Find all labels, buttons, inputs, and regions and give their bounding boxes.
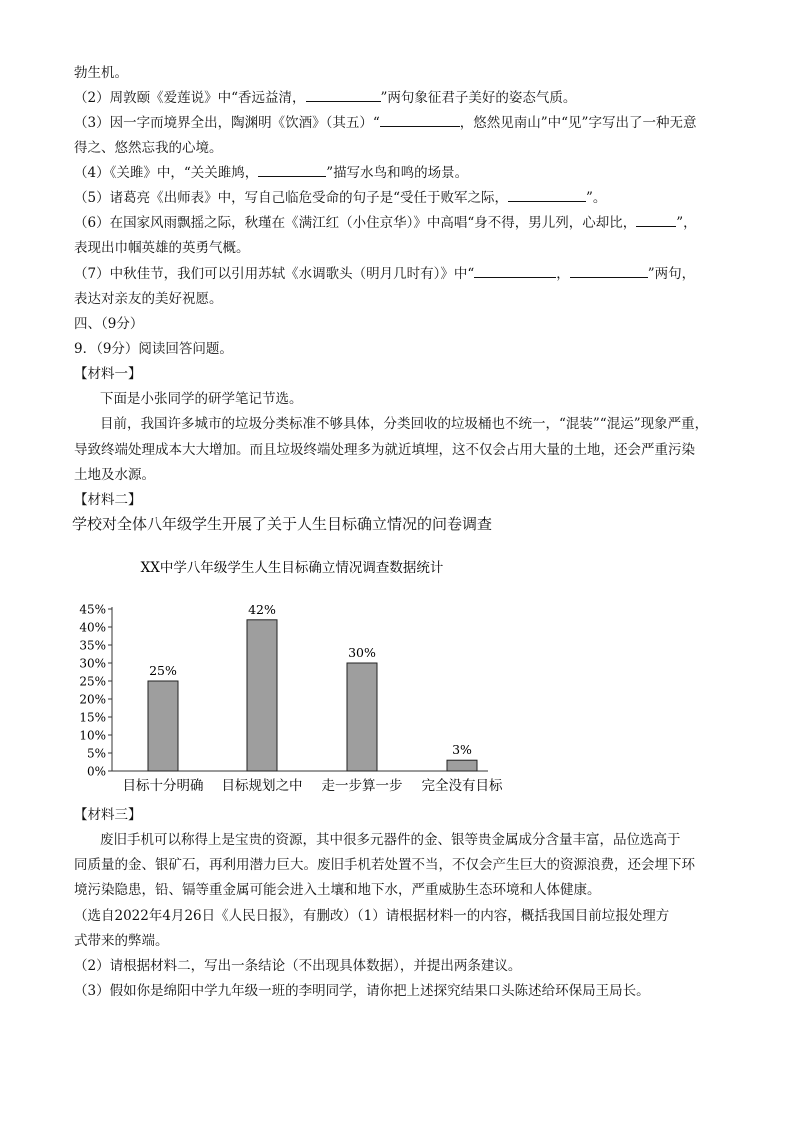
question-3: （3）因一字而境界全出，陶渊明《饮酒》（其五）“ ，悠然见南山”中“见”字写出了一种无意 <box>74 115 697 131</box>
sub-question-2: （2）请根据材料二，写出一条结论（不出现具体数据），并提出两条建议。 <box>74 958 522 974</box>
text-line: 目前，我国许多城市的垃圾分类标准不够具体，分类回收的垃圾桶也不统一，“混装”“混运”现象严重， <box>100 416 709 432</box>
bar-data-label: 25% <box>149 663 177 678</box>
bar <box>347 663 377 771</box>
bar <box>247 620 277 771</box>
answer-blank[interactable] <box>570 265 648 278</box>
answer-blank[interactable] <box>474 265 556 278</box>
y-tick-label: 25% <box>79 674 106 689</box>
sub-question-3: （3）假如你是绵阳中学九年级一班的李明同学，请你把上述探究结果口头陈述给环保局王局长。 <box>74 983 650 999</box>
text-line: 得之、悠然忘我的心境。 <box>74 140 223 156</box>
x-category-label: 目标规划之中 <box>221 778 303 794</box>
text-line: 境污染隐患，铅、镉等重金属可能会进入土壤和地下水，严重威胁生态环境和人体健康。 <box>74 882 601 898</box>
bar <box>148 681 178 771</box>
question-6: （6）在国家风雨飘摇之际，秋瑾在《满江红（小住京华）》中高唱“身不得，男儿列，心却比， ”， <box>74 215 697 231</box>
y-tick-label: 5% <box>86 746 106 761</box>
section-heading: 四、（9分） <box>74 316 144 332</box>
bar <box>447 760 477 771</box>
text-line: 土地及水源。 <box>74 467 155 483</box>
answer-blank[interactable] <box>380 114 460 127</box>
y-tick-label: 15% <box>79 710 106 725</box>
question-4: （4）《关雎》中，“关关雎鸠， ”描写水鸟和鸣的场景。 <box>74 165 469 181</box>
answer-blank[interactable] <box>258 164 326 177</box>
question-2: （2）周敦颐《爱莲说》中“香远益清， ”两句象征君子美好的姿态气质。 <box>74 90 577 106</box>
material-1-heading: 【材料一】 <box>74 366 142 382</box>
text-line: 表现出巾帼英雄的英勇气概。 <box>74 240 250 256</box>
text-line: 表达对亲友的美好祝愿。 <box>74 291 223 307</box>
survey-caption: 学校对全体八年级学生开展了关于人生目标确立情况的问卷调查 <box>72 515 493 533</box>
answer-blank[interactable] <box>636 214 676 227</box>
text-line: （选自2022年4月26日《人民日报》，有删改）（1）请根据材料一的内容，概括我国目前垃报处理方 <box>74 908 670 924</box>
y-tick-label: 45% <box>79 602 106 617</box>
text-line: 废旧手机可以称得上是宝贵的资源，其中很多元器件的金、银等贵金属成分含量丰富，品位选高于 <box>100 832 681 848</box>
x-category-label: 走一步算一步 <box>321 778 403 794</box>
y-tick-label: 35% <box>79 638 106 653</box>
bar-data-label: 3% <box>452 742 472 758</box>
question-7: （7）中秋佳节，我们可以引用苏轼《水调歌头（明月几时有）》中“ ， ”两句， <box>74 266 696 282</box>
text-line: 下面是小张同学的研学笔记节选。 <box>100 391 303 407</box>
y-tick-label: 20% <box>79 692 106 707</box>
y-tick-label: 40% <box>79 620 106 635</box>
answer-blank[interactable] <box>306 89 381 102</box>
bar-data-label: 30% <box>348 645 376 660</box>
material-3-heading: 【材料三】 <box>74 807 142 823</box>
material-2-heading: 【材料二】 <box>74 492 142 508</box>
question-5: （5）诸葛亮《出师表》中，写自己临危受命的句子是“受任于败军之际， ”。 <box>74 190 607 206</box>
chart-title: XX中学八年级学生人生目标确立情况调查数据统计 <box>140 560 444 576</box>
text-line: 式带来的弊端。 <box>74 933 169 949</box>
x-category-label: 目标十分明确 <box>122 778 204 794</box>
bar-data-label: 42% <box>248 601 276 617</box>
x-category-label: 完全没有目标 <box>421 778 503 794</box>
text-line: 同质量的金、银矿石，再利用潜力巨大。废旧手机若处置不当，不仅会产生巨大的资源浪费，还会埋下环 <box>74 857 695 873</box>
text-line: 导致终端处理成本大大增加。而且垃圾终端处理多为就近填埋，这不仅会占用大量的土地，还会严重污染 <box>74 442 695 458</box>
text-line: 勃生机。 <box>74 65 128 81</box>
y-tick-label: 10% <box>79 728 106 743</box>
answer-blank[interactable] <box>508 189 586 202</box>
y-tick-label: 30% <box>79 656 106 671</box>
question-heading: 9．（9分）阅读回答问题。 <box>74 341 233 357</box>
y-tick-label: 0% <box>86 764 106 779</box>
